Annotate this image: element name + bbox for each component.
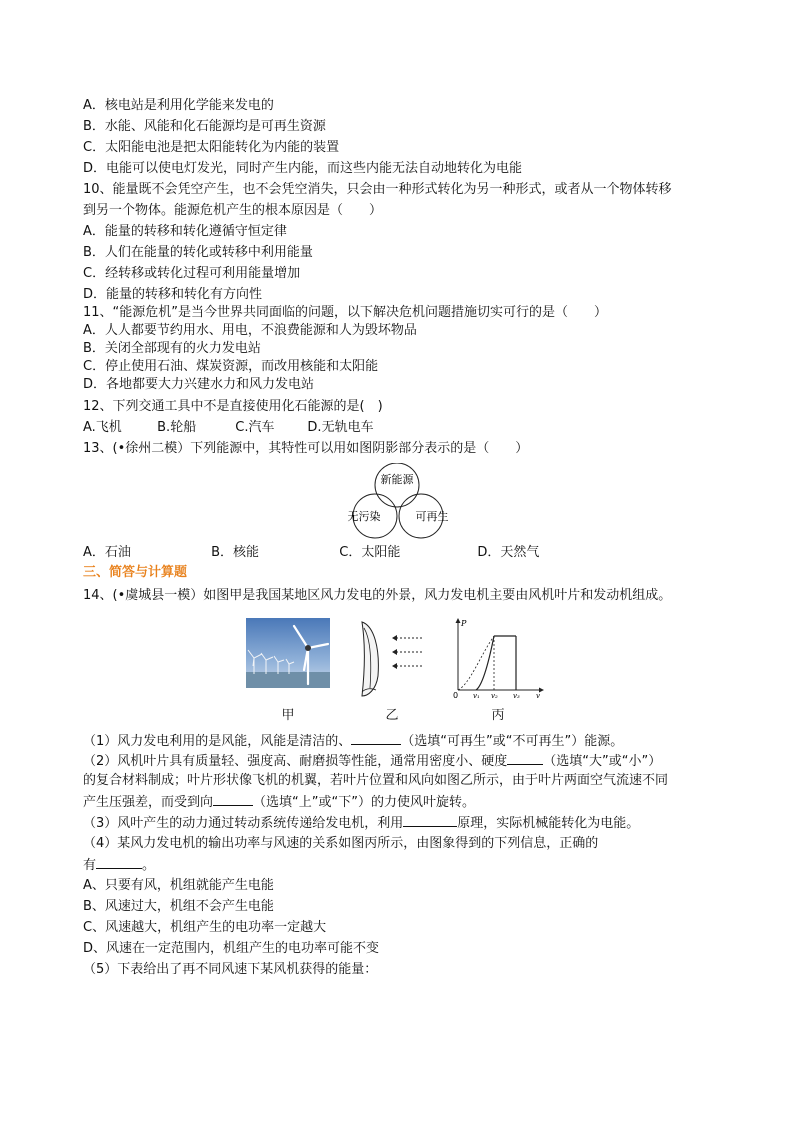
q14-part4-option-a: A、只要有风，机组就能产生电能 xyxy=(83,878,274,893)
caption-jia: 甲 xyxy=(281,708,295,723)
q10-stem-line1: 10、能量既不会凭空产生，也不会凭空消失，只会由一种形式转化为另一种形式，或者从一个物体转移 xyxy=(83,182,672,197)
power-wind-speed-graph xyxy=(448,616,548,702)
caption-yi: 乙 xyxy=(385,708,399,723)
graph-tick-v1: v₁ xyxy=(473,692,480,700)
q14-part2-text-a: （2）风机叶片具有质量轻、强度高、耐磨损等性能，通常用密度小、硬度 xyxy=(83,754,508,769)
q14-part2-blank-direction[interactable] xyxy=(213,793,253,806)
q14-part3-text-b: 原理，实际机械能转化为电能。 xyxy=(457,816,640,831)
q11-option-c: C．停止使用石油、煤炭资源，而改用核能和太阳能 xyxy=(83,359,379,374)
q12-option-b: B.轮船 xyxy=(157,420,197,435)
q14-part2-line1 xyxy=(83,752,661,771)
q9-option-c: C．太阳能电池是把太阳能转化为内能的装置 xyxy=(83,140,340,155)
q11-option-d: D．各地都要大力兴建水力和风力发电站 xyxy=(83,377,315,392)
q11-option-b: B．关闭全部现有的火力发电站 xyxy=(83,341,261,356)
q14-part4-line2 xyxy=(83,856,155,875)
q14-part2-text-b: （选填“大”或“小”） xyxy=(543,754,662,769)
graph-x-label: v xyxy=(536,692,540,700)
q14-part3-text-a: （3）风叶产生的动力通过转动系统传递给发电机，利用 xyxy=(83,816,404,831)
q14-part4-text-c: 。 xyxy=(142,858,156,873)
q14-part3 xyxy=(83,814,639,833)
venn-label-new-energy: 新能源 xyxy=(380,473,414,486)
q10-option-b: B．人们在能量的转化或转移中利用能量 xyxy=(83,245,313,260)
venn-label-renewable: 可再生 xyxy=(415,510,449,523)
q10-option-d: D．能量的转移和转化有方向性 xyxy=(83,287,263,302)
q14-part1-text-b: （选填“可再生”或“不可再生”）能源。 xyxy=(401,734,624,749)
q13-option-d: D．天然气 xyxy=(477,545,540,560)
q14-part1-text-a: （1）风力发电利用的是风能，风能是清洁的、 xyxy=(83,734,352,749)
q12-options xyxy=(83,419,374,437)
q14-part1 xyxy=(83,732,623,751)
venn-label-no-pollution: 无污染 xyxy=(347,510,381,523)
q10-option-a: A．能量的转移和转化遵循守恒定律 xyxy=(83,224,287,239)
q14-part4-option-c: C、风速越大，机组产生的电功率一定越大 xyxy=(83,920,327,935)
q14-part4-option-d: D、风速在一定范围内，机组产生的电功率可能不变 xyxy=(83,941,380,956)
graph-origin-label: 0 xyxy=(453,691,459,700)
q13-option-b: B．核能 xyxy=(211,545,260,560)
q14-stem: 14、(•虞城县一模）如图甲是我国某地区风力发电的外景，风力发电机主要由风机叶片和发动机组成。 xyxy=(83,588,672,603)
q14-part4-blank[interactable] xyxy=(96,856,142,869)
section-heading: 三、简答与计算题 xyxy=(83,565,188,580)
q14-part2-text-d: 产生压强差，而受到向 xyxy=(83,795,214,810)
graph-tick-v2: v₂ xyxy=(491,692,498,700)
q14-part5: （5）下表给出了再不同风速下某风机获得的能量： xyxy=(83,962,378,977)
q14-part2-blank-hardness[interactable] xyxy=(507,752,543,765)
q9-option-b: B．水能、风能和化石能源均是可再生资源 xyxy=(83,119,326,134)
venn-diagram xyxy=(335,463,460,541)
q14-part2-line3 xyxy=(83,793,475,812)
wind-farm-photo xyxy=(246,618,330,688)
q13-option-c: C．太阳能 xyxy=(339,545,401,560)
wind-arrows xyxy=(392,635,422,669)
q14-part4-option-b: B、风速过大，机组不会产生电能 xyxy=(83,899,274,914)
q14-part4-text-b: 有 xyxy=(83,858,97,873)
q12-stem: 12、下列交通工具中不是直接使用化石能源的是( ) xyxy=(83,399,383,414)
q10-option-c: C．经转移或转化过程可利用能量增加 xyxy=(83,266,301,281)
q13-option-a: A．石油 xyxy=(83,545,131,560)
q12-option-c: C.汽车 xyxy=(235,420,275,435)
q10-stem-line2: 到另一个物体。能源危机产生的根本原因是（ ） xyxy=(83,203,383,218)
q13-stem: 13、(•徐州二模）下列能源中，其特性可以用如图阴影部分表示的是（ ） xyxy=(83,441,529,456)
caption-bing: 丙 xyxy=(491,708,505,723)
blade-cross-section xyxy=(352,618,428,700)
graph-y-label: P xyxy=(461,619,467,628)
q11-option-a: A．人人都要节约用水、用电，不浪费能源和人为毁坏物品 xyxy=(83,323,417,338)
q14-part1-blank[interactable] xyxy=(351,732,401,745)
q14-part4-line1: （4）某风力发电机的输出功率与风速的关系如图丙所示，由图象得到的下列信息，正确的 xyxy=(83,836,599,851)
q9-option-a: A．核电站是利用化学能来发电的 xyxy=(83,98,274,113)
q14-part2-text-e: （选填“上”或“下”）的力使风叶旋转。 xyxy=(253,795,475,810)
graph-curve xyxy=(476,636,494,690)
q9-option-d: D．电能可以使电灯发光，同时产生内能，而这些内能无法自动地转化为电能 xyxy=(83,161,523,176)
graph-tick-v3: v₃ xyxy=(513,692,520,700)
q11-stem: 11、“能源危机”是当今世界共同面临的问题，以下解决危机问题措施切实可行的是（ ） xyxy=(83,305,608,320)
q14-part3-blank[interactable] xyxy=(403,814,457,827)
q12-option-d: D.无轨电车 xyxy=(307,420,374,435)
q13-options xyxy=(83,544,539,562)
q14-part2-line2: 的复合材料制成；叶片形状像飞机的机翼，若叶片位置和风向如图乙所示，由于叶片两面空气流速不同 xyxy=(83,773,669,788)
q12-option-a: A.飞机 xyxy=(83,420,122,435)
